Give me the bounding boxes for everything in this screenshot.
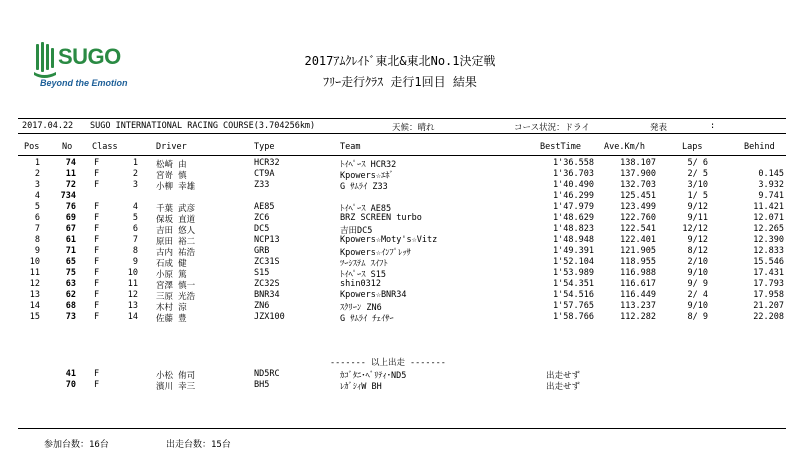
class-pos-cell: 8: [132, 246, 138, 256]
team-cell: shin0312: [340, 279, 381, 289]
driver-cell: 濱川 幸三: [156, 382, 196, 392]
car-number-cell: 65: [65, 257, 76, 267]
table-row: [0, 312, 800, 323]
class-cell: F: [94, 235, 100, 245]
behind-cell: 15.546: [753, 257, 784, 267]
driver-cell: 宮澤 慎一: [156, 281, 196, 291]
table-row: [0, 380, 800, 391]
header-type: Type: [254, 142, 275, 152]
car-number-cell: 72: [65, 180, 76, 190]
car-number-cell: 68: [65, 301, 76, 311]
laps-cell: 5/ 6: [687, 158, 708, 168]
results-table: [0, 158, 800, 323]
announce-time: :: [710, 121, 716, 131]
header-avg-speed: Ave.Km/h: [604, 142, 645, 152]
type-cell: NCP13: [254, 235, 280, 245]
type-cell: CT9A: [254, 169, 275, 179]
class-cell: F: [94, 246, 100, 256]
pos-cell: 2: [34, 169, 40, 179]
team-cell: ﾚｶﾞｼｨW BH: [340, 382, 382, 392]
class-cell: F: [94, 169, 100, 179]
driver-cell: 小原 篤: [156, 270, 187, 280]
team-cell: 吉田DC5: [340, 226, 373, 236]
driver-cell: 吉田 悠人: [156, 226, 196, 236]
car-number-cell: 75: [65, 268, 76, 278]
best-time-cell: 1'48.629: [553, 213, 594, 223]
type-cell: AE85: [254, 202, 275, 212]
avg-speed-cell: 116.449: [620, 290, 656, 300]
laps-cell: 3/10: [687, 180, 708, 190]
behind-cell: 11.421: [753, 202, 784, 212]
avg-speed-cell: 138.107: [620, 158, 656, 168]
avg-speed-cell: 113.237: [620, 301, 656, 311]
pos-cell: 11: [29, 268, 40, 278]
class-pos-cell: 4: [132, 202, 138, 212]
driver-cell: 木村 涼: [156, 303, 187, 313]
class-cell: F: [94, 224, 100, 234]
best-time-cell: 1'53.989: [553, 268, 594, 278]
class-cell: F: [94, 213, 100, 223]
pos-cell: 1: [34, 158, 40, 168]
header-behind: Behind: [744, 142, 775, 152]
class-cell: F: [94, 290, 100, 300]
top-divider: [18, 118, 786, 119]
header-pos: Pos: [24, 142, 40, 152]
car-number-cell: 61: [65, 235, 76, 245]
track-condition: コース状況：ドライ: [514, 123, 590, 133]
race-date: 2017.04.22: [22, 121, 74, 131]
car-number-cell: 11: [65, 169, 76, 179]
behind-cell: 17.958: [753, 290, 784, 300]
table-row: [0, 290, 800, 301]
laps-cell: 12/12: [682, 224, 708, 234]
header-laps: Laps: [682, 142, 703, 152]
car-number-cell: 73: [65, 312, 76, 322]
driver-cell: 佐藤 豊: [156, 314, 187, 324]
pos-cell: 5: [34, 202, 40, 212]
table-row: [0, 213, 800, 224]
best-time-cell: 1'54.351: [553, 279, 594, 289]
header-class: Class: [92, 142, 118, 152]
type-cell: ND5RC: [254, 369, 280, 379]
driver-cell: 保坂 直道: [156, 215, 196, 225]
team-cell: ｽｸﾘｰﾝ ZN6: [340, 303, 382, 313]
class-cell: F: [94, 158, 100, 168]
type-cell: BNR34: [254, 290, 280, 300]
class-pos-cell: 1: [132, 158, 138, 168]
best-time-cell: 1'58.766: [553, 312, 594, 322]
table-row: [0, 268, 800, 279]
class-pos-cell: 12: [127, 290, 138, 300]
best-time-cell: 1'47.979: [553, 202, 594, 212]
avg-speed-cell: 137.900: [620, 169, 656, 179]
car-number-cell: 69: [65, 213, 76, 223]
document-title: 2017ｱﾑｸﾚｲﾄﾞ東北&東北No.1決定戦: [304, 54, 496, 68]
type-cell: ZC31S: [254, 257, 280, 267]
best-time-cell: 1'57.765: [553, 301, 594, 311]
pos-cell: 13: [29, 290, 40, 300]
class-cell: F: [94, 202, 100, 212]
class-cell: F: [94, 369, 100, 379]
class-pos-cell: 13: [127, 301, 138, 311]
header-driver: Driver: [156, 142, 187, 152]
avg-speed-cell: 122.541: [620, 224, 656, 234]
car-number-cell: 70: [65, 380, 76, 390]
class-cell: F: [94, 380, 100, 390]
logo-tagline: Beyond the Emotion: [40, 78, 128, 88]
avg-speed-cell: 125.451: [620, 191, 656, 201]
started-separator: ------- 以上出走 -------: [330, 358, 446, 368]
class-pos-cell: 5: [132, 213, 138, 223]
laps-cell: 8/12: [687, 246, 708, 256]
avg-speed-cell: 116.988: [620, 268, 656, 278]
behind-cell: 9.741: [758, 191, 784, 201]
table-row: [0, 369, 800, 380]
document-subtitle: ﾌﾘｰ走行ｸﾗｽ 走行1回目 結果: [323, 75, 477, 89]
avg-speed-cell: 122.401: [620, 235, 656, 245]
behind-cell: 22.208: [753, 312, 784, 322]
type-cell: JZX100: [254, 312, 285, 322]
avg-speed-cell: 112.282: [620, 312, 656, 322]
laps-cell: 2/ 4: [687, 290, 708, 300]
avg-speed-cell: 116.617: [620, 279, 656, 289]
table-row: [0, 257, 800, 268]
team-cell: ﾄｲﾍﾟｰｽ AE85: [340, 204, 392, 214]
course-name: SUGO INTERNATIONAL RACING COURSE(3.704256km): [90, 121, 316, 131]
pos-cell: 4: [34, 191, 40, 201]
class-cell: F: [94, 268, 100, 278]
team-cell: Kpowers☆ｲﾝﾌﾟﾚｯｻ: [340, 248, 411, 258]
team-cell: BRZ SCREEN turbo: [340, 213, 422, 223]
type-cell: BH5: [254, 380, 270, 390]
best-time-cell: 1'46.299: [553, 191, 594, 201]
header-no: No: [62, 142, 73, 152]
driver-cell: 石成 健: [156, 259, 187, 269]
table-row: [0, 191, 800, 202]
class-pos-cell: 11: [127, 279, 138, 289]
type-cell: ZN6: [254, 301, 270, 311]
laps-cell: 8/ 9: [687, 312, 708, 322]
driver-cell: 千葉 武彦: [156, 204, 196, 214]
info-divider: [18, 133, 786, 134]
car-number-cell: 71: [65, 246, 76, 256]
table-row: [0, 246, 800, 257]
class-pos-cell: 9: [132, 257, 138, 267]
header-divider: [18, 155, 786, 156]
type-cell: ZC32S: [254, 279, 280, 289]
pos-cell: 14: [29, 301, 40, 311]
best-time-cell: 1'54.516: [553, 290, 594, 300]
class-cell: F: [94, 279, 100, 289]
driver-cell: 宮嵜 慎: [156, 171, 187, 181]
logo-brand-text: SUGO: [58, 44, 121, 69]
avg-speed-cell: 132.703: [620, 180, 656, 190]
car-number-cell: 76: [65, 202, 76, 212]
behind-cell: 12.265: [753, 224, 784, 234]
car-number-cell: 62: [65, 290, 76, 300]
team-cell: ﾄｲﾍﾟｰｽ S15: [340, 270, 386, 280]
pos-cell: 10: [29, 257, 40, 267]
laps-cell: 9/10: [687, 301, 708, 311]
header-best-time: BestTime: [540, 142, 581, 152]
team-cell: G ｻﾑﾗｲ Z33: [340, 182, 388, 192]
team-cell: ﾄｲﾍﾟｰｽ HCR32: [340, 160, 397, 170]
type-cell: ZC6: [254, 213, 270, 223]
pos-cell: 12: [29, 279, 40, 289]
table-row: [0, 202, 800, 213]
type-cell: HCR32: [254, 158, 280, 168]
table-row: [0, 158, 800, 169]
laps-cell: 9/12: [687, 235, 708, 245]
pos-cell: 3: [34, 180, 40, 190]
did-not-start-table: [0, 369, 800, 391]
header-team: Team: [340, 142, 361, 152]
best-time-cell: 1'48.823: [553, 224, 594, 234]
behind-cell: 21.207: [753, 301, 784, 311]
best-time-cell: 1'36.558: [553, 158, 594, 168]
class-cell: F: [94, 180, 100, 190]
car-number-cell: 734: [60, 191, 76, 201]
pos-cell: 8: [34, 235, 40, 245]
behind-cell: 12.833: [753, 246, 784, 256]
avg-speed-cell: 123.499: [620, 202, 656, 212]
avg-speed-cell: 121.905: [620, 246, 656, 256]
type-cell: Z33: [254, 180, 270, 190]
laps-cell: 2/10: [687, 257, 708, 267]
laps-cell: 2/ 5: [687, 169, 708, 179]
table-row: [0, 224, 800, 235]
class-pos-cell: 7: [132, 235, 138, 245]
class-pos-cell: 10: [127, 268, 138, 278]
class-cell: F: [94, 257, 100, 267]
driver-cell: 小松 侑司: [156, 371, 196, 381]
driver-cell: 古内 祐浩: [156, 248, 196, 258]
team-cell: G ｻﾑﾗｲ ﾁｪｲｻｰ: [340, 314, 394, 324]
team-cell: Kpowers☆BNR34: [340, 290, 407, 300]
team-cell: ﾂｰｼｽﾃﾑ ｽｲﾌﾄ: [340, 259, 388, 269]
class-pos-cell: 6: [132, 224, 138, 234]
class-pos-cell: 3: [132, 180, 138, 190]
weather: 天候：晴れ: [392, 123, 435, 133]
best-time-cell: 1'52.104: [553, 257, 594, 267]
car-number-cell: 41: [65, 369, 76, 379]
best-time-cell: 1'48.948: [553, 235, 594, 245]
entries-count: 参加台数：16台: [44, 440, 109, 450]
pos-cell: 6: [34, 213, 40, 223]
type-cell: S15: [254, 268, 270, 278]
class-cell: F: [94, 312, 100, 322]
behind-cell: 12.071: [753, 213, 784, 223]
table-row: [0, 235, 800, 246]
avg-speed-cell: 118.955: [620, 257, 656, 267]
pos-cell: 15: [29, 312, 40, 322]
behind-cell: 3.932: [758, 180, 784, 190]
footer-divider: [18, 428, 786, 429]
car-number-cell: 74: [65, 158, 76, 168]
driver-cell: 松崎 由: [156, 160, 187, 170]
table-row: [0, 279, 800, 290]
type-cell: DC5: [254, 224, 270, 234]
laps-cell: 9/ 9: [687, 279, 708, 289]
status-cell: 出走せず: [546, 382, 581, 392]
team-cell: Kpowers☆ｴﾎﾞ: [340, 171, 394, 181]
class-pos-cell: 2: [132, 169, 138, 179]
driver-cell: 小柳 幸雄: [156, 182, 196, 192]
team-cell: Kpowers☆Moty's☆Vitz: [340, 235, 438, 245]
class-cell: F: [94, 301, 100, 311]
behind-cell: 0.145: [758, 169, 784, 179]
best-time-cell: 1'36.703: [553, 169, 594, 179]
class-pos-cell: 14: [127, 312, 138, 322]
starters-count: 出走台数：15台: [166, 440, 231, 450]
laps-cell: 9/11: [687, 213, 708, 223]
behind-cell: 17.793: [753, 279, 784, 289]
driver-cell: 原田 裕二: [156, 237, 196, 247]
pos-cell: 9: [34, 246, 40, 256]
table-row: [0, 180, 800, 191]
car-number-cell: 63: [65, 279, 76, 289]
table-row: [0, 301, 800, 312]
behind-cell: 17.431: [753, 268, 784, 278]
team-cell: ｶｺﾞﾀﾆ･ﾍﾞﾘﾃｨ･ND5: [340, 371, 407, 381]
laps-cell: 9/12: [687, 202, 708, 212]
laps-cell: 9/10: [687, 268, 708, 278]
pos-cell: 7: [34, 224, 40, 234]
best-time-cell: 1'40.490: [553, 180, 594, 190]
table-row: [0, 169, 800, 180]
car-number-cell: 67: [65, 224, 76, 234]
type-cell: GRB: [254, 246, 270, 256]
best-time-cell: 1'49.391: [553, 246, 594, 256]
behind-cell: 12.390: [753, 235, 784, 245]
avg-speed-cell: 122.760: [620, 213, 656, 223]
laps-cell: 1/ 5: [687, 191, 708, 201]
announce-label: 発表: [650, 123, 668, 133]
status-cell: 出走せず: [546, 371, 581, 381]
driver-cell: 三原 光浩: [156, 292, 196, 302]
